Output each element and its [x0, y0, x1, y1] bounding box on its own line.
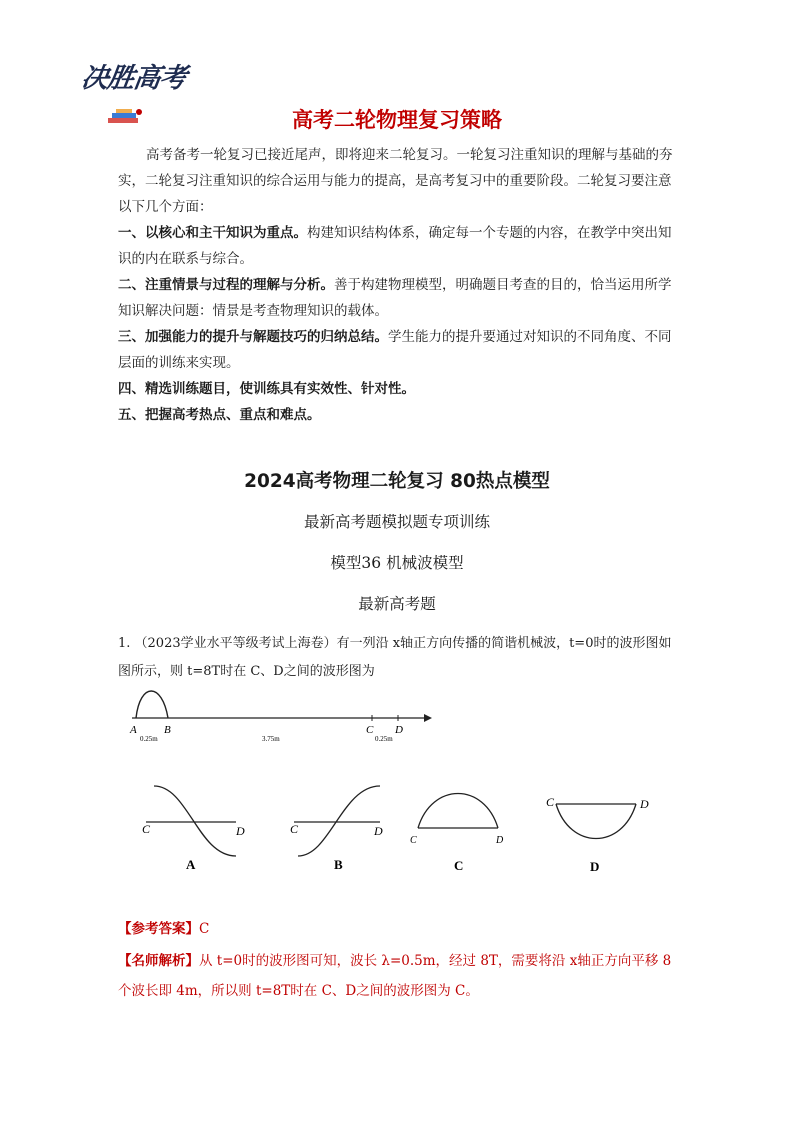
option-letter: D	[590, 859, 600, 874]
point-5	[118, 402, 678, 428]
dist-bc: 3.75m	[262, 735, 280, 743]
option-a	[142, 786, 245, 872]
option-label-left: C	[546, 795, 555, 809]
option-label-right: D	[640, 797, 649, 811]
option-c	[410, 794, 504, 874]
option-label-right: D	[236, 824, 245, 838]
point-lead: 五、把握高考热点、重点和难点。	[118, 407, 321, 423]
point-lead: 二、注重情景与过程的理解与分析。	[118, 277, 334, 293]
dist-cd: 0.25m	[375, 735, 393, 743]
option-label-left: C	[142, 822, 151, 836]
analysis-tag: 【名师解析】	[118, 953, 199, 969]
model-heading: 模型36 机械波模型	[330, 554, 464, 572]
analysis-paragraph	[118, 946, 680, 1006]
option-label-right: D	[374, 824, 383, 838]
section-subheading: 最新高考题模拟题专项训练	[303, 513, 490, 531]
page-title: 高考二轮物理复习策略	[292, 108, 502, 132]
exam-heading: 最新高考题	[358, 595, 436, 613]
point-rest: 学生能力的提升要通过对知识的不同角度、不同层面的训练来实现。	[118, 329, 672, 371]
option-label-right: D	[496, 835, 504, 846]
point-lead: 四、精选训练题目，使训练具有实效性、针对性。	[118, 381, 415, 397]
option-label-left: C	[410, 835, 417, 846]
point-rest: 善于构建物理模型，明确题目考查的目的，恰当运用所学知识解决问题：情景是考查物理知识的载体。	[118, 277, 672, 319]
point-3	[118, 324, 678, 376]
point-lead: 三、加强能力的提升与解题技巧的归纳总结。	[118, 329, 388, 345]
point-1	[118, 220, 678, 272]
label-b: B	[164, 724, 171, 736]
dist-ab: 0.25m	[140, 735, 158, 743]
option-letter: B	[334, 857, 343, 872]
option-b	[290, 786, 383, 872]
option-letter: A	[186, 857, 196, 872]
answer-tag: 【参考答案】	[118, 921, 199, 937]
point-2	[118, 272, 678, 324]
option-d	[546, 795, 649, 874]
answer-line	[118, 914, 680, 944]
initial-wave	[136, 691, 168, 718]
option-label-left: C	[290, 822, 299, 836]
logo-text: 决胜高考	[79, 63, 188, 94]
wave-figure	[118, 686, 678, 886]
analysis-text: 从 t=0时的波形图可知，波长 λ=0.5m，经过 8T，需要将沿 x轴正方向平移 8个波长即 4m，所以则 t=8T时在 C、D之间的波形图为 C。	[118, 953, 672, 999]
label-d: D	[395, 724, 403, 736]
answer-value: C	[199, 921, 210, 937]
section-heading: 2024高考物理二轮复习 80热点模型	[244, 471, 550, 492]
point-rest: 构建知识结构体系，确定每一个专题的内容，在教学中突出知识的内在联系与综合。	[118, 225, 672, 267]
point-lead: 一、以核心和主干知识为重点。	[118, 225, 307, 241]
point-4	[118, 376, 678, 402]
question-text: 1. （2023学业水平等级考试上海卷）有一列沿 x轴正方向传播的简谐机械波，t=0时的波形图如图所示，则 t=8T时在 C、D之间的波形图为	[118, 636, 672, 679]
label-a: A	[130, 724, 137, 736]
intro-paragraph: 高考备考一轮复习已接近尾声，即将迎来二轮复习。一轮复习注重知识的理解与基础的夯实，二轮复习注重知识的综合运用与能力的提高，是高考复习中的重要阶段。二轮复习要注意以下几个方面：	[118, 147, 673, 215]
option-letter: C	[454, 858, 464, 873]
label-c: C	[366, 724, 374, 736]
axis-arrow-icon	[424, 714, 432, 722]
